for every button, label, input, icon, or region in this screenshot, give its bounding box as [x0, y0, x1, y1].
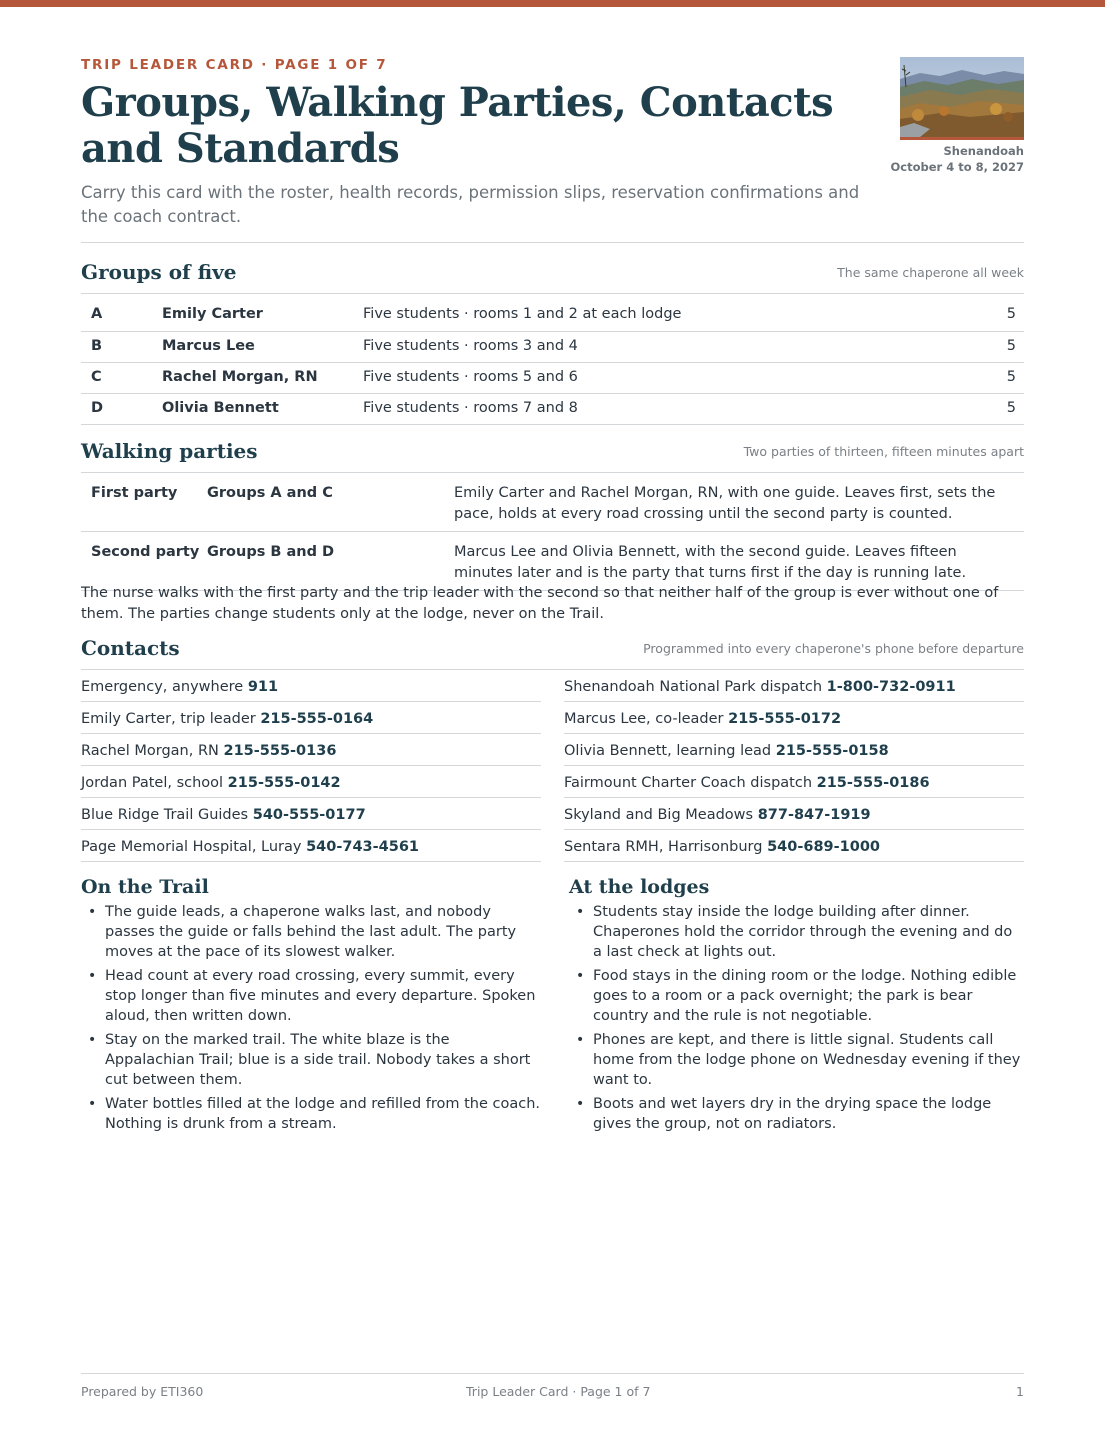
group-letter: A — [81, 300, 162, 331]
list-item — [81, 670, 541, 702]
table-row — [81, 300, 1024, 331]
contact-number[interactable]: 540-689-1000 — [767, 839, 881, 855]
footer-page-number: 1 — [1016, 1384, 1024, 1399]
groups-section-title: Groups of five — [81, 260, 237, 284]
contact-label: Marcus Lee, co-leader — [564, 711, 724, 727]
contacts-section-header — [81, 634, 1024, 664]
list-item — [564, 670, 1024, 702]
lodge-rule-text: Phones are kept, and there is little signal. Students call home from the lodge phone on Wednesday evening if they want to. — [593, 1032, 1021, 1088]
lodge-rule-text: Students stay inside the lodge building after dinner. Chaperones hold the corridor through the evening and do a last check at lights out. — [593, 904, 1013, 960]
party-groups: Groups B and D — [207, 532, 454, 591]
table-row — [81, 331, 1024, 362]
group-count: 5 — [984, 331, 1024, 362]
contacts-left-column — [81, 670, 541, 862]
contact-label: Rachel Morgan, RN — [81, 743, 219, 759]
contact-number[interactable]: 540-555-0177 — [252, 807, 366, 823]
contact-label: Fairmount Charter Coach dispatch — [564, 775, 813, 791]
bullet-icon: • — [88, 1032, 97, 1048]
contact-number[interactable]: 540-743-4561 — [306, 839, 420, 855]
contact-label: Page Memorial Hospital, Luray — [81, 839, 302, 855]
bullet-icon: • — [88, 904, 97, 920]
party-description: Emily Carter and Rachel Morgan, RN, with one guide. Leaves first, sets the pace, holds at every road crossing until the second party is counted. — [454, 473, 1024, 532]
walking-footnote: The nurse walks with the first party and the trip leader with the second so that neither half of the group is ever without one of them. The parties change students only at the lodge, never on the Trail. — [81, 585, 999, 622]
contact-number[interactable]: 215-555-0136 — [223, 743, 337, 759]
party-name: Second party — [81, 532, 207, 591]
table-row — [81, 473, 1024, 532]
photo-caption — [824, 143, 1024, 175]
group-count: 5 — [984, 393, 1024, 424]
bullet-icon: • — [576, 1096, 585, 1112]
contact-number[interactable]: 215-555-0186 — [816, 775, 930, 791]
contact-number[interactable]: 215-555-0164 — [260, 711, 374, 727]
contact-number[interactable]: 215-555-0142 — [227, 775, 341, 791]
contact-label: Emergency, anywhere — [81, 679, 244, 695]
contact-number[interactable]: 215-555-0158 — [775, 743, 889, 759]
group-description: Five students · rooms 5 and 6 — [363, 362, 984, 393]
party-name: First party — [81, 473, 207, 532]
list-item — [564, 830, 1024, 862]
table-row — [81, 532, 1024, 591]
contacts-section-title: Contacts — [81, 636, 180, 660]
list-item — [564, 734, 1024, 766]
list-item — [81, 966, 541, 1026]
mountain-landscape-image — [900, 57, 1024, 137]
walking-section-note: Two parties of thirteen, fifteen minutes apart — [743, 444, 1024, 459]
list-item — [81, 830, 541, 862]
lodge-rule-text: Boots and wet layers dry in the drying space the lodge gives the group, not on radiators. — [593, 1096, 992, 1132]
footer-page-label: Trip Leader Card · Page 1 of 7 — [466, 1384, 651, 1399]
party-description: Marcus Lee and Olivia Bennett, with the second guide. Leaves fifteen minutes later and is the party that turns first if the day is running late. — [454, 532, 1024, 591]
header-divider — [81, 242, 1024, 243]
group-count: 5 — [984, 362, 1024, 393]
bullet-icon: • — [576, 1032, 585, 1048]
contacts-section-note: Programmed into every chaperone's phone before departure — [643, 641, 1024, 656]
list-item — [564, 766, 1024, 798]
list-item — [564, 702, 1024, 734]
group-count: 5 — [984, 300, 1024, 331]
trail-rule-text: Head count at every road crossing, every summit, every stop longer than five minutes and every departure. Spoken aloud, then written down. — [105, 968, 536, 1024]
contact-label: Skyland and Big Meadows — [564, 807, 754, 823]
group-leader: Emily Carter — [162, 300, 363, 331]
list-item — [81, 702, 541, 734]
shenandoah-photo — [900, 57, 1024, 140]
bullet-icon: • — [88, 1096, 97, 1112]
group-description: Five students · rooms 7 and 8 — [363, 393, 984, 424]
groups-table — [81, 300, 1024, 425]
table-row — [81, 362, 1024, 393]
walking-section-header — [81, 437, 1024, 467]
list-item — [569, 902, 1024, 962]
group-letter: C — [81, 362, 162, 393]
at-the-lodges-section — [569, 876, 1024, 1138]
list-item — [81, 766, 541, 798]
trail-rule-text: Stay on the marked trail. The white blaze is the Appalachian Trail; blue is a side trail. Nobody takes a short cut between them. — [105, 1032, 531, 1088]
photo-caption-place: Shenandoah — [943, 144, 1024, 158]
contact-label: Shenandoah National Park dispatch — [564, 679, 823, 695]
trail-rules-list — [81, 902, 541, 1134]
list-item — [569, 1030, 1024, 1090]
trip-leader-card-page — [81, 0, 1024, 1430]
group-letter: D — [81, 393, 162, 424]
photo-caption-dates: October 4 to 8, 2027 — [890, 160, 1024, 174]
list-item — [81, 798, 541, 830]
contacts-right-column — [564, 670, 1024, 862]
lodge-rule-text: Food stays in the dining room or the lodge. Nothing edible goes to a room or a pack overnight; the park is bear country and the rule is not negotiable. — [593, 968, 1017, 1024]
lodge-rules-list — [569, 902, 1024, 1134]
walking-parties-table — [81, 473, 1024, 591]
walking-section-title: Walking parties — [81, 439, 258, 463]
contact-number[interactable]: 911 — [247, 679, 279, 695]
lodges-section-title: At the lodges — [569, 876, 710, 898]
photo-accent-rule — [900, 137, 1024, 140]
list-item — [564, 798, 1024, 830]
table-row — [81, 393, 1024, 424]
group-leader: Marcus Lee — [162, 331, 363, 362]
group-leader: Olivia Bennett — [162, 393, 363, 424]
list-item — [81, 902, 541, 962]
groups-top-rule — [81, 293, 1024, 294]
contact-label: Emily Carter, trip leader — [81, 711, 256, 727]
on-the-trail-section — [81, 876, 541, 1138]
list-item — [569, 966, 1024, 1026]
trail-rule-text: The guide leads, a chaperone walks last, and nobody passes the guide or falls behind the last adult. The party moves at the pace of its slowest walker. — [105, 904, 517, 960]
page-title: Groups, Walking Parties, Contacts and Standards — [81, 79, 834, 172]
trail-rule-text: Water bottles filled at the lodge and refilled from the coach. Nothing is drunk from a stream. — [105, 1096, 541, 1132]
party-groups: Groups A and C — [207, 473, 454, 532]
group-description: Five students · rooms 1 and 2 at each lodge — [363, 300, 984, 331]
contact-number[interactable]: 877-847-1919 — [757, 807, 871, 823]
groups-section-note: The same chaperone all week — [837, 265, 1024, 280]
card-eyebrow: TRIP LEADER CARD · PAGE 1 OF 7 — [81, 57, 388, 73]
contact-label: Blue Ridge Trail Guides — [81, 807, 249, 823]
trail-section-title: On the Trail — [81, 876, 209, 898]
group-letter: B — [81, 331, 162, 362]
contact-number[interactable]: 1-800-732-0911 — [826, 679, 956, 695]
list-item — [81, 1094, 541, 1134]
footer-prepared-by: Prepared by ETI360 — [81, 1384, 204, 1399]
bullet-icon: • — [576, 904, 585, 920]
list-item — [81, 734, 541, 766]
contact-number[interactable]: 215-555-0172 — [728, 711, 842, 727]
list-item — [569, 1094, 1024, 1134]
contact-label: Sentara RMH, Harrisonburg — [564, 839, 763, 855]
footer-divider — [81, 1373, 1024, 1374]
group-leader: Rachel Morgan, RN — [162, 362, 363, 393]
page-subtitle: Carry this card with the roster, health records, permission slips, reservation confirmations and the coach contract. — [81, 183, 860, 226]
group-description: Five students · rooms 3 and 4 — [363, 331, 984, 362]
list-item — [81, 1030, 541, 1090]
contact-label: Olivia Bennett, learning lead — [564, 743, 772, 759]
bullet-icon: • — [88, 968, 97, 984]
bullet-icon: • — [576, 968, 585, 984]
groups-section-header — [81, 258, 1024, 288]
contact-label: Jordan Patel, school — [81, 775, 224, 791]
